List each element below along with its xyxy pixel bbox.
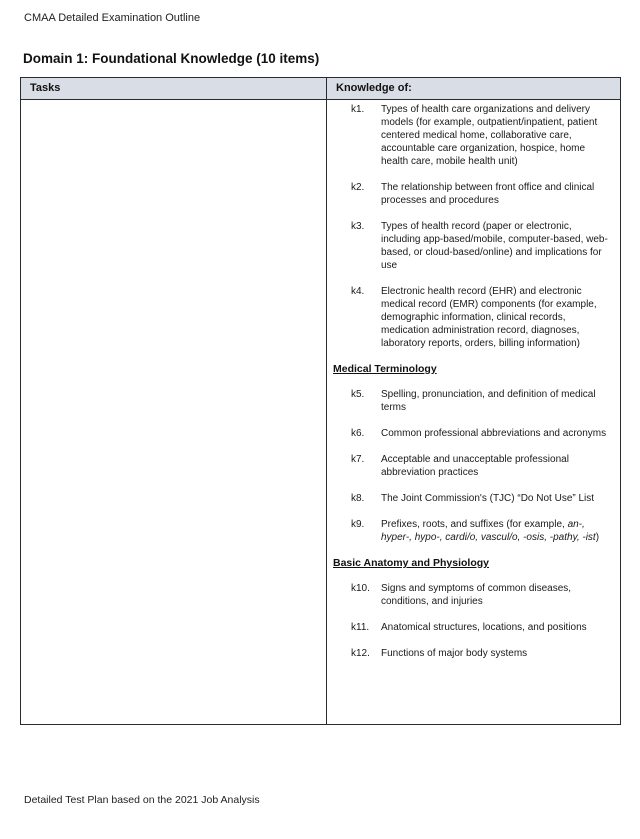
knowledge-item-k4: [351, 285, 610, 350]
k9-text-before: Prefixes, roots, and suffixes (for example,: [381, 519, 568, 530]
knowledge-item-text: Signs and symptoms of common diseases, conditions, and injuries: [381, 583, 572, 607]
knowledge-item-text: Common professional abbreviations and acronyms: [381, 428, 607, 439]
document-title: CMAA Detailed Examination Outline: [24, 12, 201, 24]
k9-italic-examples: an-, hyper-, hypo-, cardi/o, vascul/o, -osis, -pathy, -ist: [381, 519, 596, 543]
knowledge-item-id: k9.: [351, 519, 365, 530]
knowledge-item-k11: [351, 621, 610, 634]
section-heading-basic-anatomy-physiology: Basic Anatomy and Physiology: [333, 557, 489, 569]
section-heading-medical-terminology: Medical Terminology: [333, 363, 437, 375]
tasks-column-header: Tasks: [21, 78, 327, 99]
domain-1-table: [20, 77, 621, 725]
knowledge-item-k12: [351, 647, 610, 660]
knowledge-column-header: Knowledge of:: [336, 82, 412, 94]
knowledge-item-id: k4.: [351, 286, 365, 297]
k9-text-after: ): [595, 532, 600, 543]
knowledge-item-id: k5.: [351, 389, 365, 400]
knowledge-item-text: Functions of major body systems: [381, 648, 528, 659]
knowledge-item-id: k8.: [351, 493, 365, 504]
knowledge-item-k5: [351, 388, 610, 414]
table-body-row: [21, 100, 620, 724]
knowledge-item-k10: [351, 582, 610, 608]
domain-1-heading: Domain 1: Foundational Knowledge (10 items): [23, 51, 320, 66]
knowledge-item-text: Electronic health record (EHR) and electronic medical record (EMR) components (for example, demographic information, clinical records, medication administration record, diagnoses, laboratory reports, orders, billing information): [381, 286, 597, 349]
knowledge-item-text: The Joint Commission's (TJC) “Do Not Use” List: [381, 493, 595, 504]
knowledge-item-k8: [351, 492, 610, 505]
knowledge-item-text: Acceptable and unacceptable professional abbreviation practices: [381, 454, 569, 478]
knowledge-item-id: k11.: [351, 622, 370, 633]
knowledge-item-k2: [351, 181, 610, 207]
knowledge-item-id: k2.: [351, 182, 365, 193]
knowledge-item-k6: [351, 427, 610, 440]
knowledge-item-id: k6.: [351, 428, 365, 439]
tasks-cell-empty: [21, 100, 327, 724]
knowledge-item-k3: [351, 220, 610, 272]
knowledge-item-text: Anatomical structures, locations, and positions: [381, 622, 587, 633]
knowledge-item-text: [381, 518, 610, 544]
document-footer: Detailed Test Plan based on the 2021 Job Analysis: [24, 794, 260, 806]
knowledge-item-text: Types of health record (paper or electronic, including app-based/mobile, computer-based, web-based, or cloud-based/online) and implications for use: [381, 221, 608, 271]
knowledge-item-id: k10.: [351, 583, 370, 594]
table-header-row: [21, 78, 620, 100]
knowledge-item-id: k12.: [351, 648, 370, 659]
knowledge-item-k7: [351, 453, 610, 479]
knowledge-item-k1: [351, 103, 610, 168]
knowledge-cell: [327, 100, 620, 724]
knowledge-item-k9: [351, 518, 610, 544]
knowledge-item-text: Spelling, pronunciation, and definition of medical terms: [381, 389, 596, 413]
knowledge-item-text: Types of health care organizations and delivery models (for example, outpatient/inpatient, patient centered medical home, collaborative care, accountable care organization, hospice, home health care, mobile health unit): [381, 104, 598, 167]
knowledge-item-id: k7.: [351, 454, 365, 465]
knowledge-item-id: k3.: [351, 221, 365, 232]
knowledge-item-text: The relationship between front office and clinical processes and procedures: [381, 182, 595, 206]
knowledge-item-id: k1.: [351, 104, 365, 115]
